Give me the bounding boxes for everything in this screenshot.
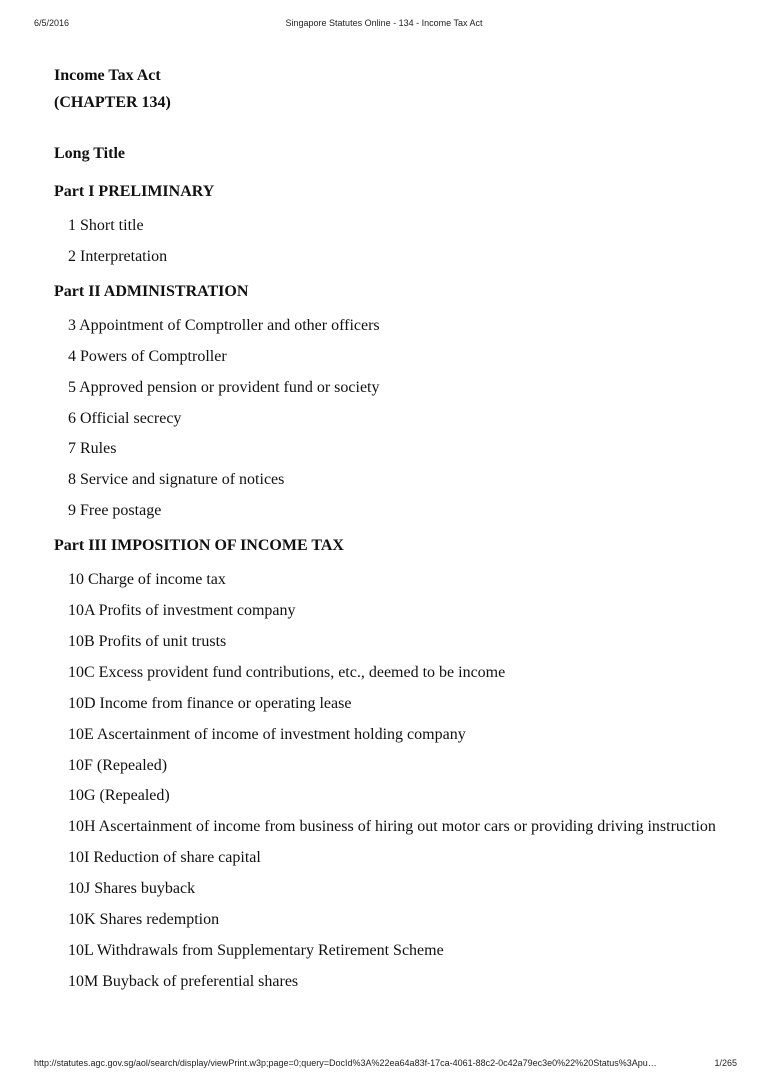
section-link[interactable]: 9 Free postage: [68, 502, 162, 520]
part-2: [54, 278, 724, 524]
print-footer: [0, 1056, 768, 1076]
section-link[interactable]: 10 Charge of income tax: [68, 571, 226, 589]
section-link[interactable]: 10L Withdrawals from Supplementary Retirement Scheme: [68, 941, 444, 959]
section-link[interactable]: 5 Approved pension or provident fund or society: [68, 378, 380, 396]
part-heading[interactable]: Part I PRELIMINARY: [54, 183, 215, 200]
document-body: [54, 62, 724, 1003]
section-link[interactable]: 10E Ascertainment of income of investment holding company: [68, 725, 466, 743]
section-link[interactable]: 8 Service and signature of notices: [68, 471, 285, 489]
section-link[interactable]: 4 Powers of Comptroller: [68, 347, 227, 365]
footer-url: http://statutes.agc.gov.sg/aol/search/display/viewPrint.w3p;page=0;query=DocId%3A%22ea64a83f-17ca-4061-88c2-0c42a79ec3e0%22%20Status%3Apu…: [34, 1058, 657, 1068]
section-link[interactable]: 6 Official secrecy: [68, 409, 182, 427]
section-link[interactable]: 1 Short title: [68, 217, 144, 234]
print-date: 6/5/2016: [34, 18, 70, 28]
part-heading[interactable]: Part III IMPOSITION OF INCOME TAX: [54, 537, 344, 555]
part-heading[interactable]: Part II ADMINISTRATION: [54, 282, 249, 300]
part-3: [54, 532, 724, 995]
section-list: [54, 566, 724, 995]
section-list: [54, 312, 724, 524]
section-link[interactable]: 3 Appointment of Comptroller and other officers: [68, 316, 380, 334]
section-link[interactable]: 10B Profits of unit trusts: [68, 633, 227, 651]
section-link[interactable]: 10F (Repealed): [68, 756, 168, 774]
page-number: 1/265: [714, 1058, 737, 1068]
act-title: Income Tax Act: [54, 67, 161, 84]
section-link[interactable]: 10H Ascertainment of income from business of hiring out motor cars or providing driving instruction: [68, 818, 716, 836]
section-link[interactable]: 10J Shares buyback: [68, 880, 196, 898]
section-link[interactable]: 10C Excess provident fund contributions, etc., deemed to be income: [68, 663, 506, 681]
section-link[interactable]: 10I Reduction of share capital: [68, 849, 261, 867]
section-list: [54, 212, 724, 270]
section-link[interactable]: 7 Rules: [68, 440, 117, 458]
print-title: Singapore Statutes Online - 134 - Income Tax Act: [285, 18, 483, 28]
section-link[interactable]: 10G (Repealed): [68, 787, 170, 805]
long-title-link[interactable]: Long Title: [54, 145, 125, 162]
section-link[interactable]: 10K Shares redemption: [68, 911, 220, 929]
act-chapter: (CHAPTER 134): [54, 94, 171, 111]
print-header: [0, 0, 768, 40]
section-link[interactable]: 2 Interpretation: [68, 247, 168, 265]
section-link[interactable]: 10M Buyback of preferential shares: [68, 972, 299, 990]
section-link[interactable]: 10A Profits of investment company: [68, 602, 296, 620]
section-link[interactable]: 10D Income from finance or operating lease: [68, 694, 352, 712]
part-1: [54, 178, 724, 270]
